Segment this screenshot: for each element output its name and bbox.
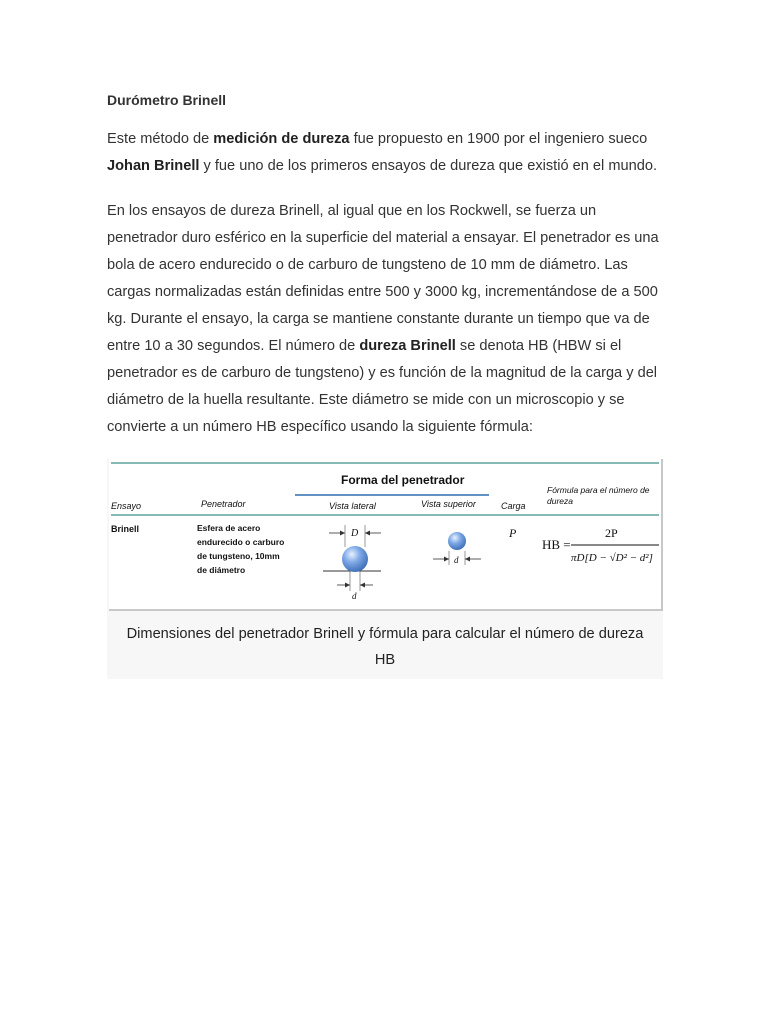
text-run: Este método de (107, 131, 214, 147)
penetrator-table-svg (109, 459, 661, 609)
bold-term-medicion: medición de dureza (213, 131, 350, 147)
paragraph-method (107, 198, 663, 441)
carga-value: P (509, 526, 517, 540)
row-penetrador-line3: de tungsteno, 10mm (197, 551, 280, 561)
formula-lhs: HB = (542, 537, 571, 552)
figure-caption: Dimensiones del penetrador Brinell y fórmula para calcular el número de dureza HB (126, 626, 644, 668)
row-penetrador-line1: Esfera de acero (197, 523, 261, 533)
col-vista-superior: Vista superior (421, 499, 476, 509)
label-d-side: d (352, 591, 357, 601)
figure (107, 459, 663, 679)
text-run: fue propuesto en 1900 por el ingeniero sueco (349, 131, 648, 147)
hb-formula (542, 526, 659, 564)
formula-numerator: 2P (605, 526, 618, 540)
col-ensayo: Ensayo (111, 501, 142, 511)
top-view-diagram (433, 532, 481, 565)
label-D: D (351, 528, 359, 539)
text-run: se denota HB (HBW si el penetrador es de carburo de tungsteno) y es función de la magnitud de la carga y del diámetro de la huella resultante. Este diámetro se mide con un microscopio y se convierte a un número HB específico usando la siguiente fórmula: (107, 338, 658, 435)
text-run: En los ensayos de dureza Brinell, al igual que en los Rockwell, se fuerza un penetrador duro esférico en la superficie del material a ensayar. El penetrador es una bola de acero endurecido o de carburo de tungsteno de 10 mm de diámetro. Las cargas normalizadas están definidas entre 500 y 3000 kg, incrementándose de a 500 kg. Durante el ensayo, la carga se mantiene constante durante un tiempo que va de entre 10 a 30 segundos. El número de (107, 203, 659, 354)
article-title: Durómetro Brinell (107, 92, 227, 108)
side-view-sphere (342, 546, 368, 572)
paragraph-intro (107, 126, 663, 180)
row-penetrador-line2: endurecido o carburo (197, 537, 285, 547)
label-d-top: d (454, 555, 459, 565)
row-ensayo: Brinell (111, 524, 140, 534)
col-penetrador: Penetrador (201, 499, 246, 509)
col-formula-line1: Fórmula para el número de (547, 485, 650, 495)
top-view-sphere (448, 532, 466, 550)
group-header: Forma del penetrador (341, 473, 465, 487)
col-vista-lateral: Vista lateral (329, 501, 376, 511)
penetrator-table-image (109, 459, 663, 611)
col-carga: Carga (501, 501, 526, 511)
article (107, 84, 663, 679)
row-penetrador-line4: de diámetro (197, 565, 246, 575)
bold-term-johan-brinell: Johan Brinell (107, 158, 200, 174)
side-view-diagram (323, 525, 381, 601)
bold-term-dureza-brinell: dureza Brinell (359, 338, 456, 354)
col-formula-line2: dureza (547, 496, 573, 506)
text-run: y fue uno de los primeros ensayos de dureza que existió en el mundo. (199, 158, 657, 174)
formula-denominator: πD[D − √D² − d²] (571, 552, 653, 564)
